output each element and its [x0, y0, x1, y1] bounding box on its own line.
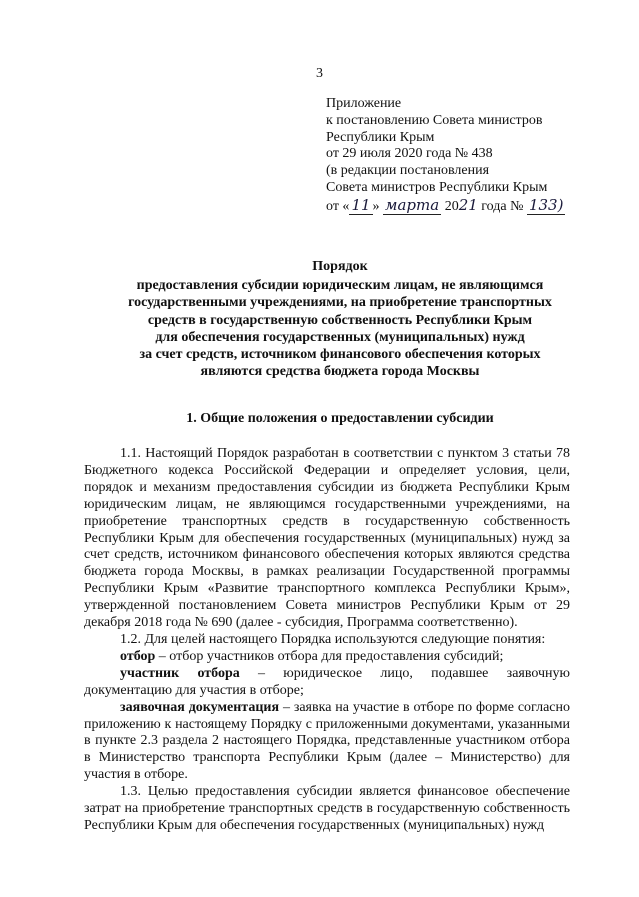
document-subtitle: [60, 277, 620, 381]
appendix-line: от 29 июля 2020 года № 438: [326, 146, 493, 162]
section-body: [84, 446, 570, 835]
term-documentation-text: – заявка на участие в отборе по форме согласно приложению к настоящему Порядку с приложенными документами, указанными в пункте 2.3 раздела 2 настоящего Порядка, представленные участником отбора в Министерство транспорта Республики Крым (далее – Министерство) для участия в отборе.: [84, 699, 570, 783]
appendix-line: Приложение: [326, 96, 402, 111]
amend-mid: »: [372, 198, 384, 214]
handwritten-year: 21: [458, 195, 478, 214]
handwritten-month: марта: [385, 195, 440, 214]
amend-prefix: от «: [326, 198, 350, 214]
subtitle-line: государственными учреждениями, на приобретение транспортных: [128, 295, 552, 311]
appendix-line: Совета министров Республики Крым: [326, 179, 548, 195]
term-selection: отбор: [120, 648, 156, 664]
term-selection-text: – отбор участников отбора для предоставления субсидий;: [155, 648, 504, 664]
amend-year-suffix: года №: [477, 198, 527, 214]
amendment-line: [326, 197, 626, 216]
definition-documentation: [84, 700, 570, 785]
amend-year-prefix: 20: [441, 198, 459, 214]
paragraph-1-1: 1.1. Настоящий Порядок разработан в соответствии с пунктом 3 статьи 78 Бюджетного кодекса Российской Федерации и определяет условия, цели, порядок и механизм предоставления субсидии из бюджета Республики Крым юридическим лицам, не являющимся государственными учреждениями, на приобретение транспортных средств в государственную собственность Республики Крым для обеспечения государственных (муниципальных) нужд за счет средств, источником финансового обеспечения которых являются средства бюджета города Москвы, в рамках реализации Государственной программы Республики Крым «Развитие транспортного комплекса Республики Крым», утвержденной постановлением Совета министров Республики Крым от 29 декабря 2018 года № 690 (далее - субсидия, Программа соответственно).: [84, 446, 570, 631]
paragraph-1-2: 1.2. Для целей настоящего Порядка используются следующие понятия:: [120, 631, 546, 647]
appendix-line: (в редакции постановления: [326, 163, 490, 179]
appendix-header: [326, 96, 626, 216]
handwritten-number: 133): [528, 195, 564, 214]
appendix-line: к постановлению Совета министров: [326, 112, 543, 128]
document-title: Порядок: [312, 259, 368, 274]
definition-selection: [84, 649, 570, 666]
subtitle-line: предоставления субсидии юридическим лицам, не являющимся: [136, 278, 544, 293]
definition-participant: [84, 666, 570, 700]
handwritten-day: 11: [351, 195, 371, 214]
subtitle-line: за счет средств, источником финансового обеспечения которых: [139, 347, 541, 363]
term-participant-text: – юридическое лицо, подавшее заявочную документацию для участия в отборе;: [84, 665, 570, 698]
subtitle-line: средств в государственную собственность Республики Крым: [147, 312, 533, 328]
term-participant: участник отбора: [120, 665, 240, 681]
appendix-line: Республики Крым: [326, 129, 435, 145]
subtitle-line: являются средства бюджета города Москвы: [200, 364, 480, 380]
paragraph-1-3: 1.3. Целью предоставления субсидии является финансовое обеспечение затрат на приобретение транспортных средств в государственную собственность Республики Крым для обеспечения государственных (муниципальных) нужд: [84, 784, 570, 833]
page-number: 3: [316, 66, 323, 81]
term-documentation: заявочная документация: [120, 699, 280, 715]
subtitle-line: для обеспечения государственных (муниципальных) нужд: [155, 329, 525, 345]
section-heading: 1. Общие положения о предоставлении субсидии: [186, 411, 494, 426]
